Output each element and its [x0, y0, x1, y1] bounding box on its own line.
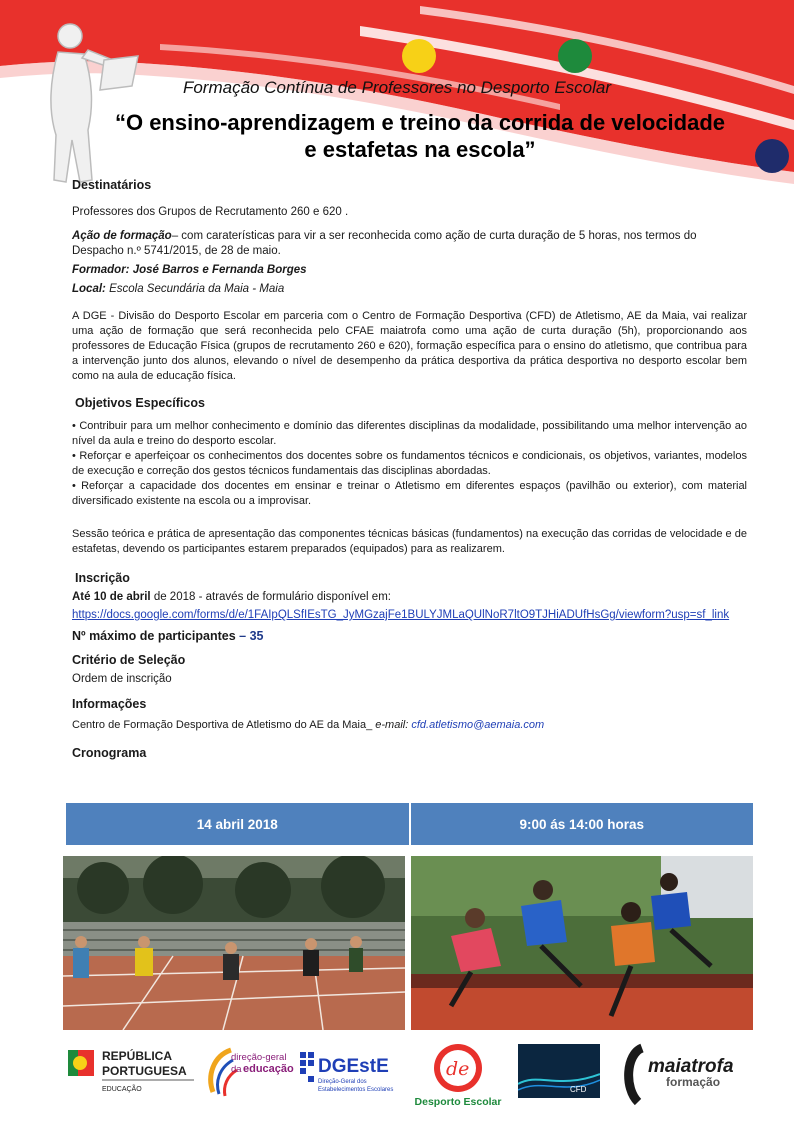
- republica-line-1: REPÚBLICA: [102, 1049, 173, 1063]
- local-line: [72, 282, 747, 297]
- cronograma-heading: Cronograma: [72, 746, 147, 760]
- form-link[interactable]: https://docs.google.com/forms/d/e/1FAIpQLSfIEsTG_JyMGzajFe1BULYJMLaQUlNoR7ltO9TJHiADUfHsGg/viewform?usp=sf_link: [72, 609, 730, 621]
- desporto-escolar-label: Desporto Escolar: [414, 1096, 502, 1108]
- participantes-value: 35: [249, 629, 264, 643]
- document-body: [72, 178, 747, 761]
- maiatrofa-wordmark: maiatrofa: [648, 1056, 734, 1077]
- shield-icon: [73, 1056, 87, 1070]
- maiatrofa-logo: [620, 1040, 750, 1108]
- participantes-label: Nº máximo de participantes: [72, 629, 236, 643]
- yellow-dot: [402, 39, 436, 73]
- green-dot: [558, 39, 592, 73]
- relay-photo-track: [411, 856, 753, 1030]
- dge-line-2: da: [231, 1064, 242, 1075]
- dgeste-sub-1: Direção-Geral dos: [318, 1079, 367, 1085]
- header-kicker: Formação Contínua de Professores no Desporto Escolar: [182, 78, 612, 97]
- dgeste-wordmark: DGEstE: [318, 1056, 389, 1077]
- dge-logo: [205, 1046, 295, 1098]
- criterio-heading: Critério de Seleção: [72, 653, 186, 667]
- schedule-time: 9:00 ás 14:00 horas: [409, 803, 754, 845]
- formador-label: Formador:: [72, 264, 130, 276]
- participantes-dash: –: [235, 629, 250, 643]
- title-line-2: e estafetas na escola”: [304, 137, 536, 162]
- schedule-table: [66, 803, 753, 845]
- cfd-label: CFD: [570, 1085, 587, 1094]
- local-value: Escola Secundária da Maia - Maia: [109, 283, 285, 295]
- desporto-escolar-logo: [406, 1042, 510, 1108]
- destinatarios-text: Professores dos Grupos de Recrutamento 260 e 620 .: [72, 206, 349, 218]
- logos-bar: [60, 1040, 760, 1112]
- navy-dot: [755, 139, 789, 173]
- page-title: [80, 109, 760, 163]
- formador-line: [72, 263, 747, 278]
- cfd-logo: [518, 1044, 600, 1098]
- inscricao-url-line: [72, 608, 747, 623]
- inscricao-rest: de 2018 - através de formulário disponível em:: [150, 591, 391, 603]
- formacao-label: formação: [666, 1075, 721, 1089]
- objetivos-heading: Objetivos Específicos: [75, 396, 205, 410]
- objetivo-item: • Reforçar a capacidade dos docentes em ensinar e treinar o Atletismo em diferentes espaços (pavilhão ou exterior), com material diversificado existente na escola ou a improvisar.: [72, 480, 747, 507]
- formador-value: José Barros e Fernanda Borges: [132, 264, 307, 276]
- email-label: e-mail:: [375, 719, 409, 731]
- republica-line-3: EDUCAÇÃO: [102, 1086, 142, 1093]
- objetivo-item: • Reforçar e aperfeiçoar os conhecimentos dos docentes sobre os fundamentos técnicos e condicionais, os objetivos, variantes, modelos de execução e correção dos gestos técnicos fundamentais das disciplinas abordadas.: [72, 450, 747, 477]
- republica-line-2: PORTUGUESA: [102, 1064, 187, 1078]
- participantes-line: [72, 629, 747, 644]
- objetivos-list: [72, 419, 747, 509]
- acao-text: – com caraterísticas para vir a ser reconhecida como ação de curta duração de 5 horas, nos termos do Despacho n.º 5741/2015, de 28 de maio.: [72, 230, 697, 257]
- dge-line-3: educação: [243, 1063, 294, 1075]
- acao-paragraph: [72, 229, 747, 259]
- email-address[interactable]: cfd.atletismo@aemaia.com: [411, 719, 545, 731]
- criterio-text: Ordem de inscrição: [72, 673, 172, 685]
- intro-paragraph: A DGE - Divisão do Desporto Escolar em parceria com o Centro de Formação Desportiva (CFD) de Atletismo, AE da Maia, vai realizar uma ação de formação que será reconhecida pelo CFAE maiatrofa como uma ação de curta duração (5h), proporcionando aos professores de Educação Física (grupos de recrutamento 260 e 620), formação específica para o ensino do atletismo, que contribua para a intervenção junto dos alunos, elevando o nível de desempenho da prática desportiva da prática desportiva no desporto escolar bem como na aula de educação física.: [72, 310, 747, 382]
- inscricao-heading: Inscrição: [75, 571, 130, 585]
- header-banner: [0, 0, 794, 200]
- schedule-date: 14 abril 2018: [66, 803, 409, 845]
- inscricao-line: [72, 590, 747, 605]
- informacoes-line: [72, 718, 747, 733]
- objetivo-item: • Contribuir para um melhor conhecimento e domínio das diferentes disciplinas da modalidade, possibilitando uma melhor intervenção ao nível da aula e treino do desporto escolar.: [72, 420, 747, 447]
- title-line-1: “O ensino-aprendizagem e treino da corrida de velocidade: [114, 110, 726, 135]
- desporto-mark: de: [446, 1058, 470, 1080]
- dgeste-logo: [300, 1048, 410, 1098]
- informacoes-heading: Informações: [72, 697, 147, 711]
- dgeste-sub-2: Estabelecimentos Escolares: [318, 1087, 394, 1093]
- dge-line-1: direção-geral: [231, 1052, 287, 1063]
- informacoes-text: Centro de Formação Desportiva de Atletismo do AE da Maia_: [72, 719, 376, 731]
- local-label: Local:: [72, 283, 106, 295]
- sessao-paragraph: Sessão teórica e prática de apresentação das componentes técnicas básicas (fundamentos) na execução das corridas de velocidade e de estafetas, devendo os participantes estarem preparados (equipados) para as realizarem.: [72, 528, 747, 555]
- destinatarios-heading: Destinatários: [72, 178, 152, 192]
- republica-portuguesa-logo: [68, 1044, 198, 1094]
- inscricao-deadline: Até 10 de abril: [72, 591, 151, 603]
- acao-label: Ação de formação: [72, 230, 172, 242]
- sprint-photo-track: [63, 856, 405, 1030]
